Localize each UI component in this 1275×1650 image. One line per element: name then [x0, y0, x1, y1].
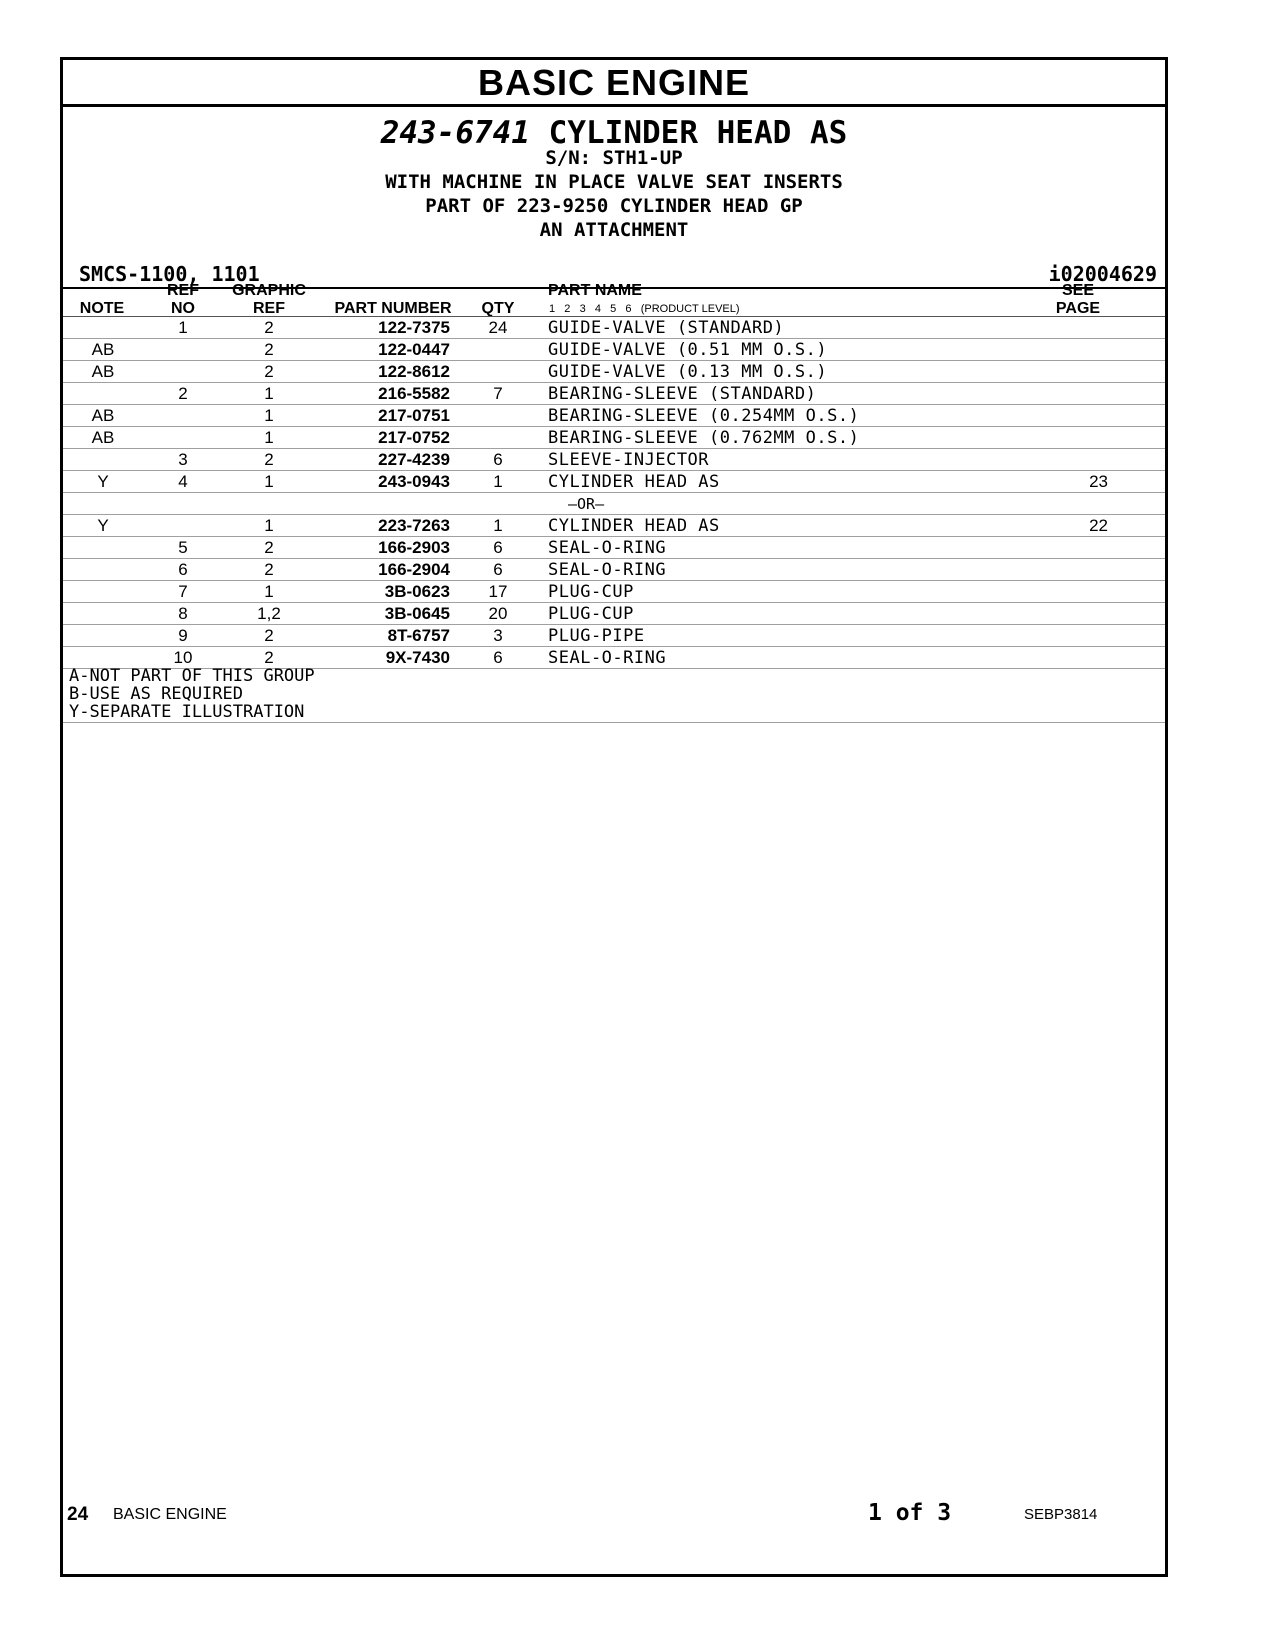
- table-row: [63, 581, 1165, 603]
- table-row: [63, 405, 1165, 427]
- see-page-cell: 23: [1089, 472, 1108, 491]
- graphic-ref-cell: 1: [264, 516, 274, 535]
- footnote-a: A-NOT PART OF THIS GROUP: [69, 666, 315, 686]
- graphic-ref-cell: 2: [264, 362, 274, 381]
- part-name-cell: SEAL-O-RING: [548, 560, 667, 580]
- description-line-3: AN ATTACHMENT: [539, 219, 689, 241]
- part-number-cell: 243-0943: [378, 472, 450, 491]
- part-title-name: CYLINDER HEAD AS: [548, 115, 848, 151]
- qty-cell: 6: [493, 538, 503, 557]
- header-note: NOTE: [79, 300, 125, 317]
- header-ref-top: REF: [167, 282, 199, 299]
- ref-no-cell: 3: [178, 450, 188, 469]
- part-number-cell: 8T-6757: [387, 626, 450, 645]
- ref-no-cell: 4: [178, 472, 188, 491]
- part-name-cell: SEAL-O-RING: [548, 538, 667, 558]
- part-name-cell: BEARING-SLEEVE (STANDARD): [548, 384, 817, 404]
- part-name-cell: GUIDE-VALVE (0.51 MM O.S.): [548, 340, 828, 360]
- footnote-b: B-USE AS REQUIRED: [69, 684, 243, 704]
- ref-no-cell: 10: [173, 648, 193, 667]
- ref-no-cell: 2: [178, 384, 188, 403]
- note-cell: AB: [91, 362, 115, 381]
- footnote-y: Y-SEPARATE ILLUSTRATION: [69, 702, 305, 722]
- graphic-ref-cell: 1: [264, 472, 274, 491]
- part-name-cell: PLUG-CUP: [548, 604, 634, 624]
- part-name-cell: PLUG-CUP: [548, 582, 634, 602]
- table-row: [63, 559, 1165, 581]
- sheet-indicator: 1 of 3: [868, 1500, 952, 1526]
- qty-cell: 24: [488, 318, 508, 337]
- page-number: 24: [67, 1504, 89, 1525]
- qty-cell: 1: [493, 516, 503, 535]
- header-product-levels: 1 2 3 4 5 6 (PRODUCT LEVEL): [549, 303, 740, 315]
- or-separator-row: [63, 493, 1165, 515]
- table-row: [63, 339, 1165, 361]
- table-row: [63, 427, 1165, 449]
- qty-cell: 6: [493, 450, 503, 469]
- part-name-cell: PLUG-PIPE: [548, 626, 645, 646]
- note-cell: Y: [97, 516, 109, 535]
- part-number-cell: 223-7263: [378, 516, 450, 535]
- graphic-ref-cell: 1: [264, 406, 274, 425]
- qty-cell: 6: [493, 648, 503, 667]
- table-row: [63, 515, 1165, 537]
- ref-no-cell: 9: [178, 626, 188, 645]
- ref-no-cell: 5: [178, 538, 188, 557]
- qty-cell: 17: [488, 582, 508, 601]
- qty-cell: 1: [493, 472, 503, 491]
- footer-section-name: BASIC ENGINE: [113, 1506, 227, 1523]
- part-name-cell: GUIDE-VALVE (STANDARD): [548, 318, 785, 338]
- header-graphic-top: GRAPHIC: [232, 282, 306, 299]
- header-see-top: SEE: [1061, 282, 1094, 299]
- part-number-cell: 217-0751: [378, 406, 450, 425]
- qty-cell: 3: [493, 626, 503, 645]
- header-part-name: PART NAME: [548, 282, 642, 299]
- ref-no-cell: 6: [178, 560, 188, 579]
- graphic-ref-cell: 2: [264, 538, 274, 557]
- ref-no-cell: 8: [178, 604, 188, 623]
- graphic-ref-cell: 1: [264, 384, 274, 403]
- part-title-number: 243-6741: [380, 115, 530, 151]
- header-ref-bottom: NO: [171, 300, 195, 317]
- header-graphic-bottom: REF: [253, 300, 285, 317]
- graphic-ref-cell: 2: [264, 450, 274, 469]
- ref-no-cell: 1: [178, 318, 188, 337]
- part-number-cell: 216-5582: [378, 384, 450, 403]
- document-id: SEBP3814: [1024, 1506, 1098, 1523]
- part-name-cell: SLEEVE-INJECTOR: [548, 450, 710, 470]
- table-row: [63, 361, 1165, 383]
- part-name-cell: GUIDE-VALVE (0.13 MM O.S.): [548, 362, 828, 382]
- qty-cell: 20: [488, 604, 508, 623]
- footnotes-rule: [63, 722, 1165, 723]
- table-row: [63, 537, 1165, 559]
- graphic-ref-cell: 1: [264, 582, 274, 601]
- part-number-cell: 122-0447: [378, 340, 450, 359]
- graphic-ref-cell: 2: [264, 626, 274, 645]
- part-number-cell: 166-2904: [378, 560, 450, 579]
- part-name-cell: CYLINDER HEAD AS: [548, 472, 720, 492]
- table-row: [63, 603, 1165, 625]
- note-cell: AB: [91, 340, 115, 359]
- qty-cell: 6: [493, 560, 503, 579]
- section-title: BASIC ENGINE: [63, 60, 1165, 107]
- page-frame: [60, 57, 1168, 1577]
- table-row: [63, 449, 1165, 471]
- part-name-cell: CYLINDER HEAD AS: [548, 516, 720, 536]
- smcs-code: SMCS-1100, 1101: [79, 262, 260, 286]
- graphic-ref-cell: 1,2: [257, 604, 281, 623]
- graphic-ref-cell: 2: [264, 648, 274, 667]
- graphic-ref-cell: 2: [264, 340, 274, 359]
- or-separator: —OR—: [568, 495, 605, 513]
- part-number-cell: 3B-0645: [384, 604, 450, 623]
- footnotes: [69, 667, 315, 721]
- graphic-ref-cell: 2: [264, 560, 274, 579]
- table-row: [63, 383, 1165, 405]
- part-name-cell: BEARING-SLEEVE (0.762MM O.S.): [548, 428, 860, 448]
- part-name-cell: SEAL-O-RING: [548, 648, 667, 668]
- part-number-cell: 217-0752: [378, 428, 450, 447]
- part-number-cell: 122-8612: [378, 362, 450, 381]
- table-row: [63, 471, 1165, 493]
- graphic-ref-cell: 1: [264, 428, 274, 447]
- header-see-bottom: PAGE: [1055, 300, 1101, 317]
- description-line-1: WITH MACHINE IN PLACE VALVE SEAT INSERTS: [385, 171, 843, 193]
- note-cell: AB: [91, 406, 115, 425]
- description-line-2: PART OF 223-9250 CYLINDER HEAD GP: [425, 195, 803, 217]
- part-number-cell: 166-2903: [378, 538, 450, 557]
- part-number-cell: 227-4239: [378, 450, 450, 469]
- see-page-cell: 22: [1089, 516, 1108, 535]
- serial-number: S/N: STH1-UP: [545, 147, 683, 169]
- note-cell: Y: [97, 472, 109, 491]
- header-part-number: PART NUMBER: [334, 300, 452, 317]
- part-number-cell: 3B-0623: [384, 582, 450, 601]
- part-number-cell: 9X-7430: [385, 648, 450, 667]
- table-row: [63, 625, 1165, 647]
- header-qty: QTY: [481, 300, 515, 317]
- part-number-cell: 122-7375: [378, 318, 450, 337]
- note-cell: AB: [91, 428, 115, 447]
- ref-no-cell: 7: [178, 582, 188, 601]
- graphic-ref-cell: 2: [264, 318, 274, 337]
- table-row: [63, 317, 1165, 339]
- part-name-cell: BEARING-SLEEVE (0.254MM O.S.): [548, 406, 860, 426]
- qty-cell: 7: [493, 384, 503, 403]
- illustration-id: i02004629: [1048, 262, 1157, 286]
